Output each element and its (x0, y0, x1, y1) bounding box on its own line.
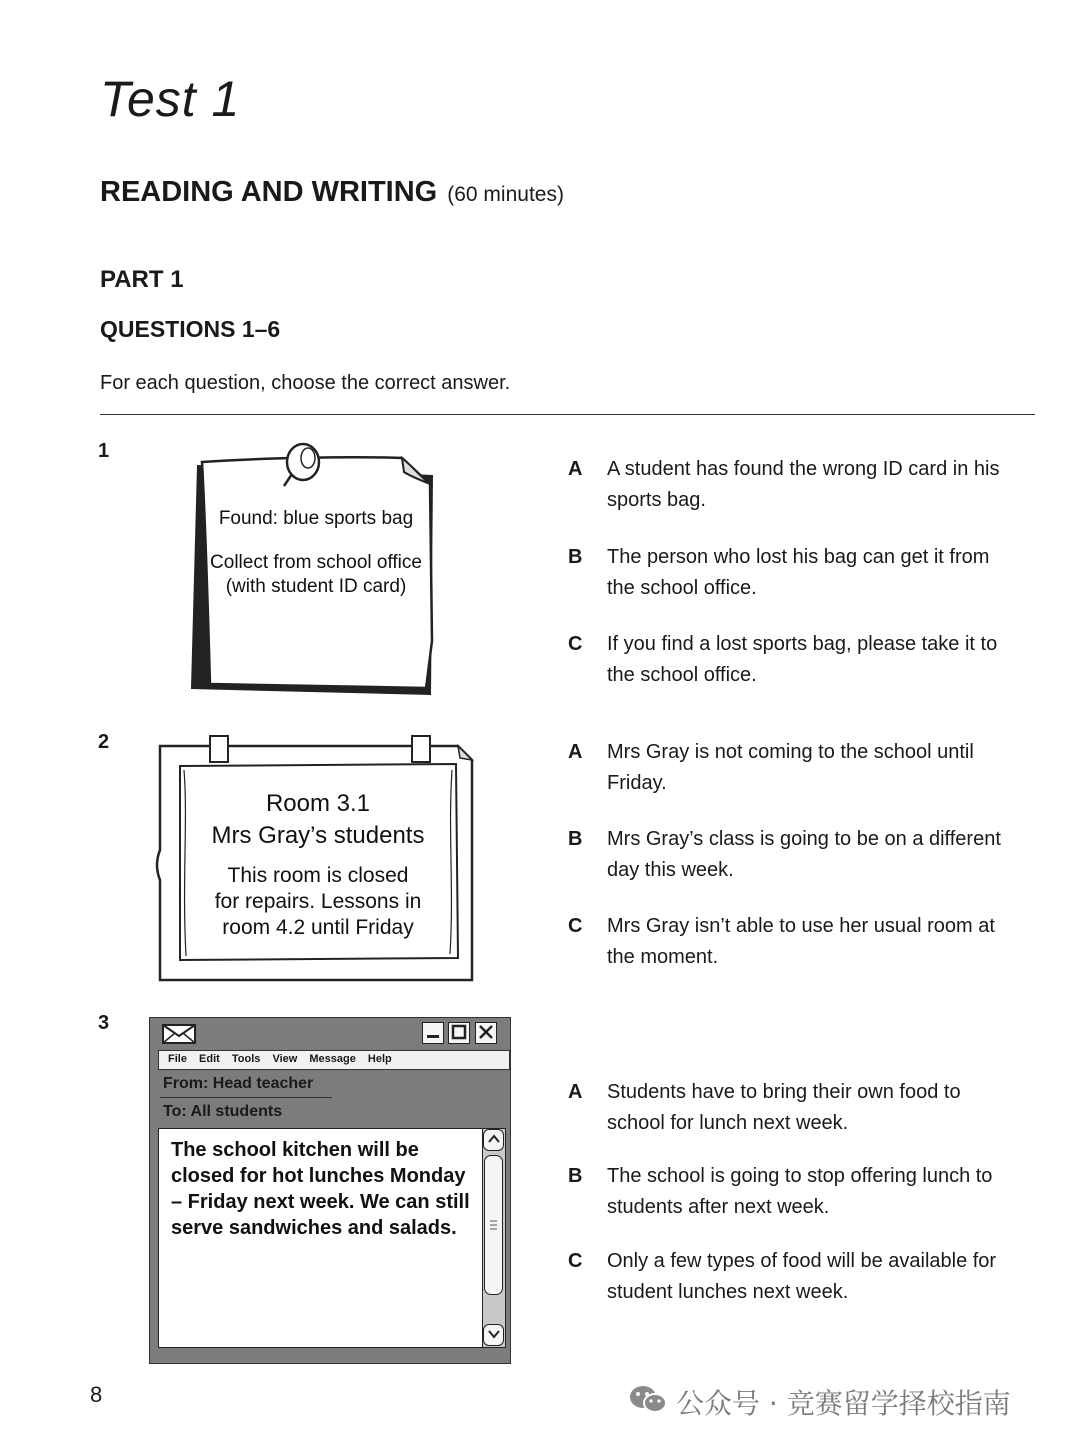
test-title: Test 1 (100, 71, 241, 127)
watermark (628, 1382, 1011, 1422)
watermark-text: 公众号 · 竞赛留学择校指南 (676, 1387, 1011, 1420)
page-number: 8 (90, 1382, 103, 1407)
menu-message[interactable]: Message (309, 1053, 356, 1065)
section-title-text: READING AND WRITING (100, 176, 438, 208)
email-scrollbar[interactable] (482, 1128, 506, 1348)
duration: (60 minutes) (447, 183, 564, 206)
email-header-divider (160, 1097, 332, 1098)
option-letter: A (568, 741, 583, 763)
notice-1-line-2: Collect from school office (210, 552, 422, 573)
option-text: Mrs Gray isn’t able to use her usual room at the moment. (607, 915, 995, 968)
notice-2-heading-2: Mrs Gray’s students (211, 822, 425, 849)
maximize-icon[interactable] (448, 1022, 470, 1044)
option-text: Students have to bring their own food to school for lunch next week. (607, 1081, 961, 1134)
menu-edit[interactable]: Edit (199, 1053, 220, 1065)
option-text: Mrs Gray’s class is going to be on a different day this week. (607, 828, 1001, 881)
email-window (149, 1017, 511, 1364)
email-body-text: The school kitchen will be closed for hot lunches Monday – Friday next week. We can still serve sandwiches and salads. (171, 1139, 470, 1239)
notice-2-line-1: This room is closed (227, 864, 409, 887)
envelope-icon (162, 1024, 196, 1044)
option-letter: C (568, 633, 583, 655)
option-letter: A (568, 1081, 583, 1103)
menu-tools[interactable]: Tools (231, 1053, 261, 1065)
scroll-down-icon[interactable] (483, 1324, 504, 1346)
questions-title: QUESTIONS 1–6 (100, 316, 281, 342)
question-number-2: 2 (98, 731, 110, 753)
notice-2-heading-1: Room 3.1 (265, 790, 371, 817)
scroll-thumb[interactable] (484, 1155, 503, 1295)
option-letter: B (568, 546, 583, 568)
divider (100, 414, 1035, 415)
minimize-icon[interactable] (422, 1022, 444, 1044)
option-text: Mrs Gray is not coming to the school until Friday. (607, 741, 974, 794)
section-title (100, 176, 564, 209)
option-letter: C (568, 1250, 583, 1272)
option-text: A student has found the wrong ID card in his sports bag. (607, 458, 1000, 511)
option-letter: B (568, 828, 583, 850)
email-body (158, 1128, 484, 1348)
email-to: To: All students (163, 1103, 283, 1120)
notice-2-line-3: room 4.2 until Friday (222, 916, 414, 939)
email-menubar (158, 1050, 510, 1070)
option-letter: B (568, 1165, 583, 1187)
instruction: For each question, choose the correct answer. (100, 372, 511, 394)
email-titlebar (150, 1018, 510, 1048)
part-title: PART 1 (100, 266, 184, 293)
wechat-icon (628, 1383, 668, 1422)
option-letter: C (568, 915, 583, 937)
notice-1-line-3: (with student ID card) (225, 576, 407, 597)
notice-1-line-1: Found: blue sports bag (218, 508, 414, 529)
option-text: Only a few types of food will be available for student lunches next week. (607, 1250, 997, 1303)
menu-help[interactable]: Help (367, 1053, 392, 1065)
notice-2-graphic (154, 730, 480, 985)
option-text: The person who lost his bag can get it from the school office. (607, 546, 990, 599)
option-text: The school is going to stop offering lunch to students after next week. (607, 1165, 993, 1218)
close-icon[interactable] (475, 1022, 497, 1044)
scroll-up-icon[interactable] (483, 1129, 504, 1151)
email-from: From: Head teacher (163, 1075, 314, 1092)
menu-view[interactable]: View (272, 1053, 298, 1065)
option-letter: A (568, 458, 583, 480)
option-text: If you find a lost sports bag, please take it to the school office. (607, 633, 998, 686)
question-number-3: 3 (98, 1012, 110, 1034)
question-number-1: 1 (98, 440, 110, 462)
menu-file[interactable]: File (168, 1053, 187, 1065)
notice-2-line-2: for repairs. Lessons in (214, 890, 422, 913)
